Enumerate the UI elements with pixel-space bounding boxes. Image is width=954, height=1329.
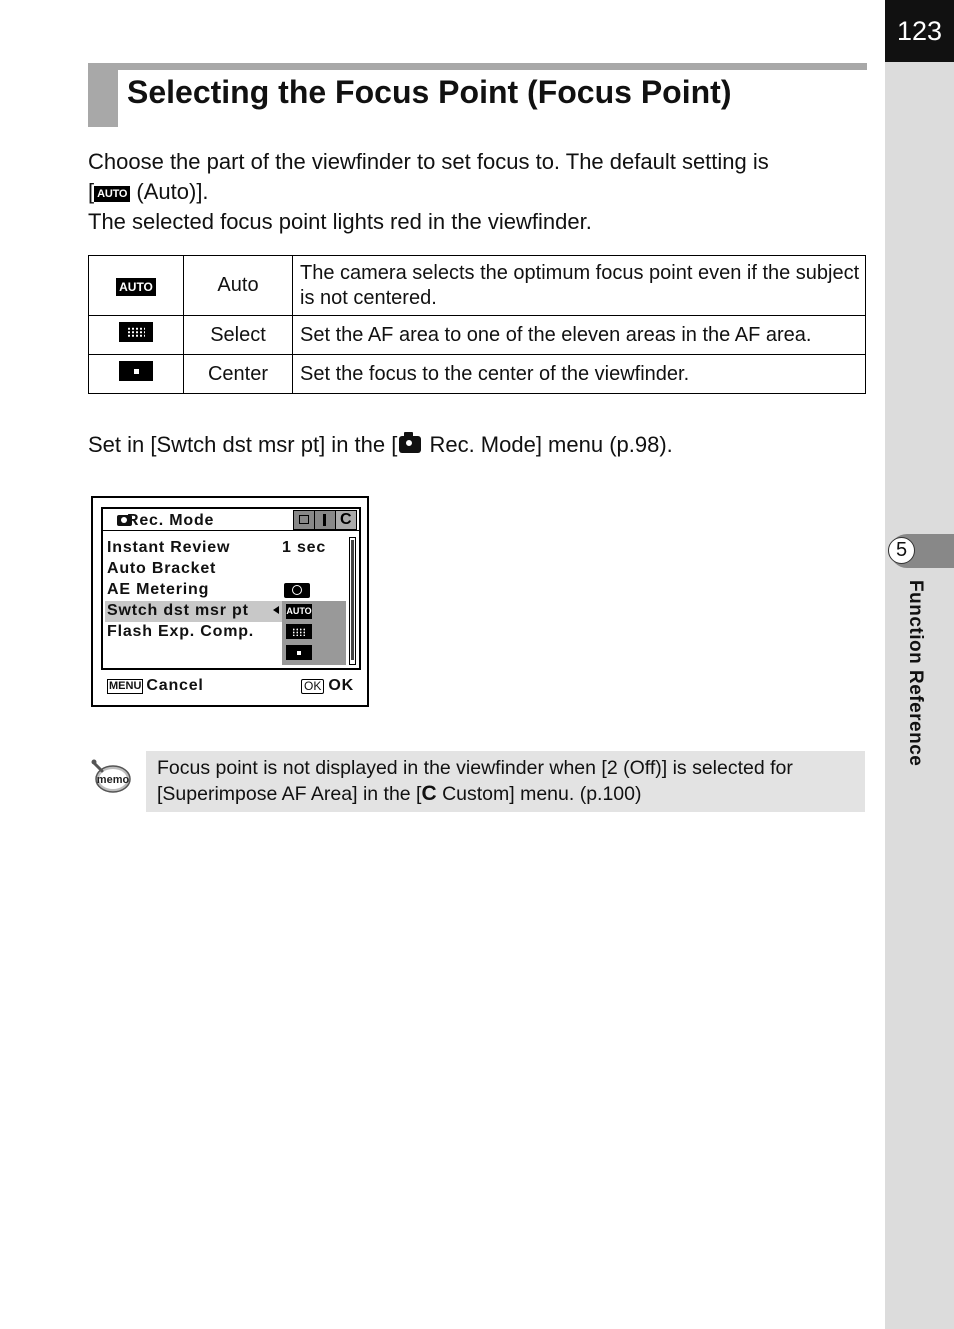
chapter-number: 5 — [888, 537, 915, 564]
auto-icon: AUTO — [116, 278, 156, 296]
set-in-suffix: Rec. Mode] menu (p.98). — [423, 432, 673, 457]
metering-icon — [284, 583, 310, 598]
table-cell-desc: The camera selects the optimum focus point even if the subject is not centered. — [293, 256, 866, 316]
focus-point-table — [88, 255, 866, 394]
menu-item-swtch-dst-msr-pt: Swtch dst msr pt — [107, 602, 249, 619]
setup-tab-icon — [315, 511, 336, 529]
memo-icon — [90, 757, 132, 795]
camera-icon — [399, 436, 421, 453]
cancel-label: Cancel — [146, 677, 204, 694]
menu-panel — [101, 507, 361, 670]
memo-line-2-suffix: Custom] menu. (p.100) — [436, 783, 642, 805]
popup-af-grid-icon — [286, 624, 312, 639]
memo-line-1: Focus point is not displayed in the viewfinder when [2 (Off)] is selected for — [157, 757, 793, 779]
table-row — [89, 316, 866, 355]
center-point-icon — [119, 361, 153, 381]
menu-item-ae-metering: AE Metering — [107, 581, 210, 598]
menu-item-instant-review: Instant Review — [107, 539, 231, 556]
popup-center-icon — [286, 645, 312, 660]
table-cell-icon — [89, 316, 184, 355]
popup-auto-icon: AUTO — [286, 604, 312, 619]
camera-menu-screen — [91, 496, 369, 707]
svg-text:memo: memo — [96, 774, 130, 786]
custom-c-icon: C — [421, 782, 437, 805]
custom-tab-icon — [336, 511, 356, 529]
tab-divider — [103, 530, 359, 531]
ok-hint — [301, 677, 354, 695]
menu-key-icon: MENU — [109, 679, 142, 692]
set-in-instruction — [88, 432, 673, 458]
scrollbar — [349, 537, 356, 665]
table-cell-icon — [89, 256, 184, 316]
page-number: 123 — [885, 0, 954, 62]
table-cell-desc: Set the focus to the center of the viewfinder. — [293, 355, 866, 394]
table-row — [89, 256, 866, 316]
focus-point-popup — [282, 601, 346, 665]
memo-box — [146, 751, 865, 812]
menu-item-flash-exp-comp: Flash Exp. Comp. — [107, 623, 255, 640]
menu-title: Rec. Mode — [127, 512, 215, 529]
intro-auto-text: (Auto)]. — [130, 179, 209, 204]
af-grid-icon — [119, 322, 153, 342]
playback-tab-icon — [294, 511, 315, 529]
table-cell-desc: Set the AF area to one of the eleven areas in the AF area. — [293, 316, 866, 355]
page-title: Selecting the Focus Point (Focus Point) — [127, 74, 732, 110]
heading-bar — [88, 63, 867, 70]
intro-line-2 — [88, 177, 868, 207]
memo-line-2-prefix: [Superimpose AF Area] in the [ — [157, 783, 422, 805]
table-cell-name: Auto — [184, 256, 293, 316]
cancel-hint — [107, 677, 204, 695]
menu-item-auto-bracket: Auto Bracket — [107, 560, 217, 577]
intro-line-1: Choose the part of the viewfinder to set focus to. The default setting is — [88, 149, 769, 174]
set-in-prefix: Set in [Swtch dst msr pt] in the [ — [88, 432, 398, 457]
table-cell-icon — [89, 355, 184, 394]
menu-tabs — [293, 510, 357, 530]
auto-icon: AUTO — [94, 186, 130, 202]
table-cell-name: Center — [184, 355, 293, 394]
heading-block — [88, 63, 118, 127]
left-arrow-icon — [273, 606, 279, 614]
chapter-label: Function Reference — [905, 580, 926, 767]
table-row — [89, 355, 866, 394]
memo-text — [157, 756, 857, 807]
intro-line-3: The selected focus point lights red in the viewfinder. — [88, 209, 592, 234]
intro-text — [88, 147, 868, 237]
menu-value-instant-review: 1 sec — [282, 539, 327, 556]
table-cell-name: Select — [184, 316, 293, 355]
ok-key-icon: OK — [301, 679, 324, 694]
bracket-open: [ — [88, 179, 95, 204]
ok-label: OK — [328, 677, 354, 694]
